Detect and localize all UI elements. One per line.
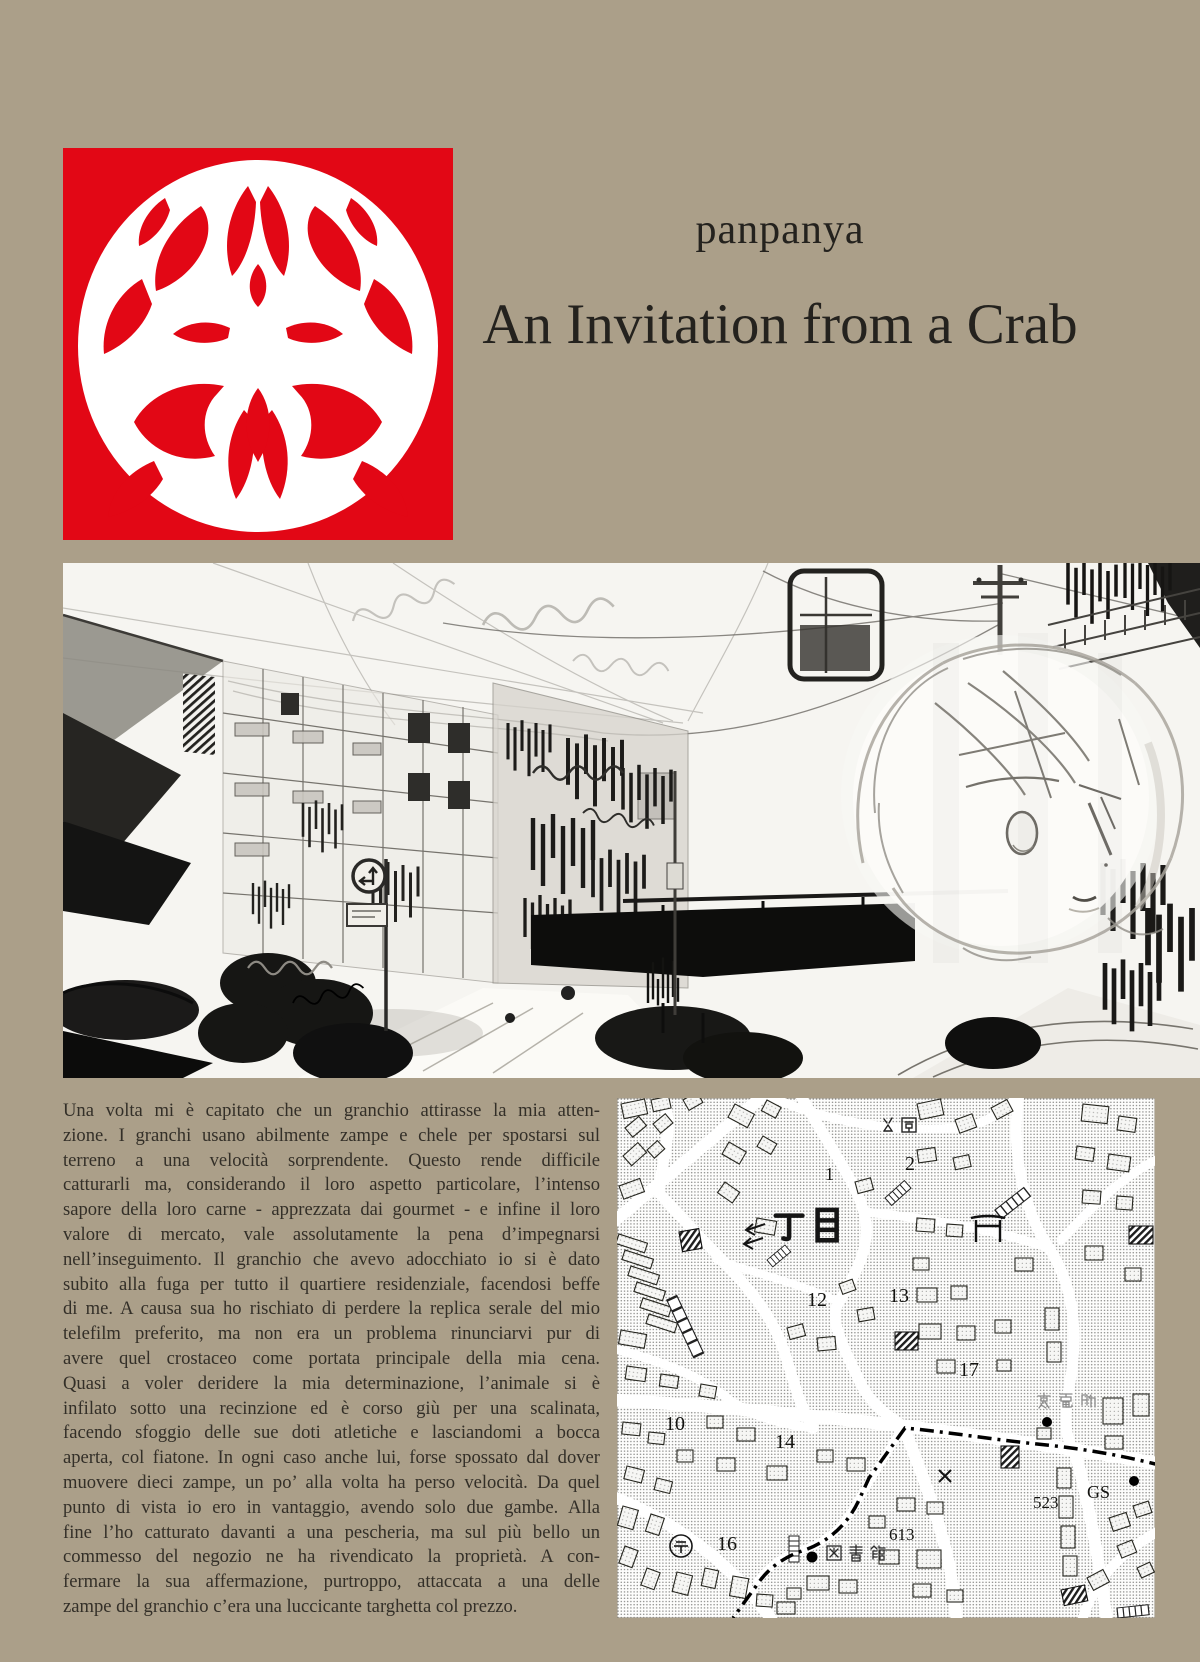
rectangular-sign xyxy=(347,904,387,926)
paragraph-line: infilato sotto una recinzione ed è corso giù per una scalinata, xyxy=(63,1397,600,1419)
left-buildings xyxy=(223,661,498,983)
map-label-523: 523 xyxy=(1033,1493,1059,1512)
map-label-14: 14 xyxy=(775,1431,795,1453)
map-label-10: 10 xyxy=(665,1413,685,1435)
author-name: panpanya xyxy=(695,207,865,253)
map-label-613: 613 xyxy=(889,1525,915,1544)
paragraph-line: valore di mercato, vale assolutamente la pena d’impegnarsi xyxy=(63,1223,600,1245)
map-label-17: 17 xyxy=(959,1359,979,1381)
paragraph-line: subito alla fuga per tutto il quartiere residenziale, facendosi beffe xyxy=(63,1273,600,1295)
publisher-emblem-block xyxy=(63,148,453,540)
crab-inkblot-emblem-icon xyxy=(63,148,453,540)
paragraph-line: aperta, col fiatone. In ogni caso anche lui, forse spossato dal dover xyxy=(63,1447,600,1469)
paragraph-line: di me. A causa sua ho rischiato di perdere la replica serale del mio xyxy=(63,1298,600,1320)
paragraph-line: Quasi a voler deridere la mia determinazione, l’animale si è xyxy=(63,1372,600,1394)
paragraph-line: catturarli ma, considerando il loro aspetto particolare, l’intenso xyxy=(63,1174,600,1196)
substation-dot xyxy=(1042,1417,1052,1427)
map-label-gs: GS xyxy=(1087,1482,1111,1502)
paragraph-line: terreno a una velocità sorprendente. Questo rende difficile xyxy=(63,1149,600,1171)
map-label-16: 16 xyxy=(717,1533,737,1555)
page-title: An Invitation from a Crab xyxy=(482,293,1078,356)
paragraph-line: punto di vista io ero in vantaggio, avendo solo due gambe. Alla xyxy=(63,1496,600,1518)
body-paragraph xyxy=(63,1099,600,1620)
paragraph-line: zione. I granchi usano abilmente zampe e chele per spostarsi sul xyxy=(63,1124,600,1146)
paragraph-line: Una volta mi è capitato che un granchio attirasse la mia atten- xyxy=(63,1100,600,1121)
library-dot xyxy=(807,1552,818,1563)
street-sketch-illustration xyxy=(63,563,1200,1078)
paragraph-line: facendo sfoggio delle sue doti atletiche e lasciandomi a bocca xyxy=(63,1422,600,1444)
paragraph-line: nell’inseguimento. Il granchio che avevo adocchiato io si è dato xyxy=(63,1248,600,1270)
paragraph-line: avere quel crostaceo come portata principale della mia cena. xyxy=(63,1347,600,1369)
city-map-figure xyxy=(617,1098,1155,1618)
paragraph-line: muovere dieci zampe, un po’ alla volta ha perso velocità. Da quel xyxy=(63,1471,600,1493)
paragraph-line: fermare la sua affermazione, purtroppo, attaccata a una delle xyxy=(63,1571,600,1593)
map-label-13: 13 xyxy=(889,1285,909,1307)
map-label-block-1: 1 xyxy=(825,1164,834,1184)
hatched-panel xyxy=(183,674,215,755)
paragraph-line: commesso del negozio ne ha rivendicato la proprietà. A con- xyxy=(63,1546,600,1568)
paragraph-line: fine l’ho catturato davanti a una pescheria, ma sul più bello un xyxy=(63,1521,600,1543)
map-label-park-number: 2 xyxy=(905,1153,915,1175)
paragraph-line: sapore della loro carne - apprezzata dai gourmet - e infine il loro xyxy=(63,1199,600,1221)
paragraph-line: zampe del granchio c’era una luccicante targhetta col prezzo. xyxy=(63,1595,518,1617)
paragraph-line: telefilm preferito, ma non era un problema rinunciarvi pur di xyxy=(63,1323,600,1345)
map-label-12: 12 xyxy=(807,1289,827,1311)
gas-station-dot xyxy=(1129,1476,1139,1486)
